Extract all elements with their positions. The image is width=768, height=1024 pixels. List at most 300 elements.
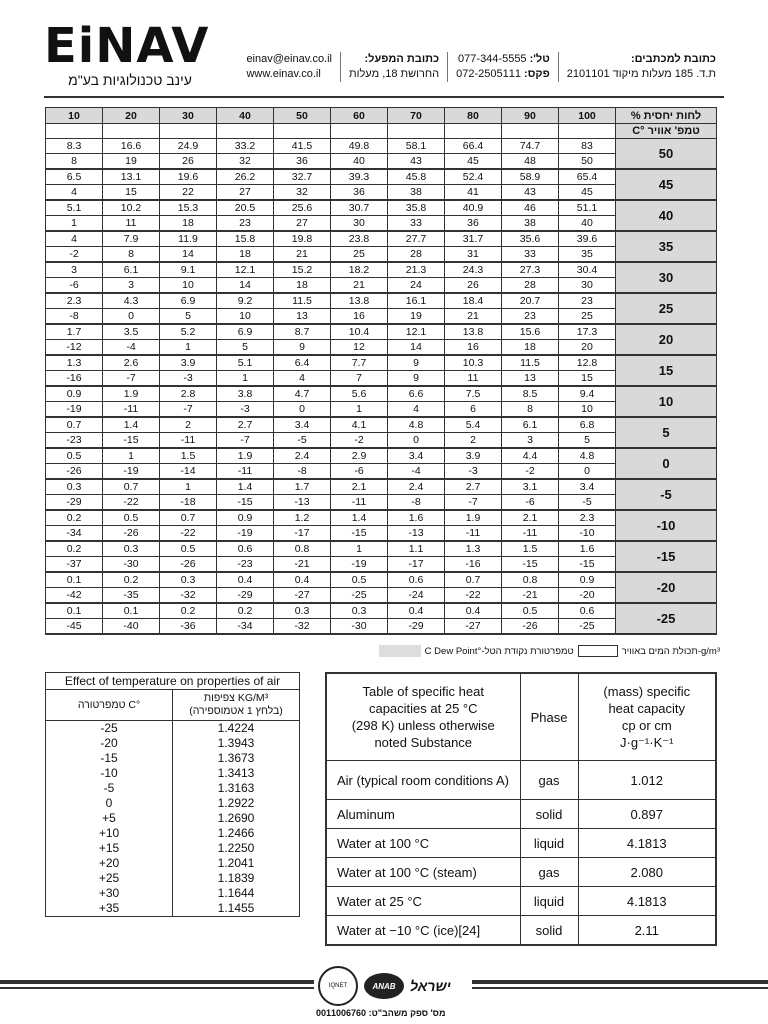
phone-number: 077-344-5555: [458, 53, 527, 65]
water-content-row: [46, 262, 717, 278]
dew-point-cell: 26: [160, 154, 217, 170]
dew-point-cell: 3: [103, 278, 160, 294]
dew-point-cell: -15: [331, 526, 388, 542]
dew-point-cell: 40: [331, 154, 388, 170]
website-link[interactable]: www.einav.co.il: [246, 68, 321, 80]
dew-point-cell: -40: [103, 619, 160, 635]
dew-point-cell: -22: [103, 495, 160, 511]
air-temp-cell: -10: [616, 510, 717, 541]
dew-point-cell: -20: [559, 588, 616, 604]
air-density-row: [46, 721, 300, 737]
heat-row: [326, 887, 716, 916]
dew-point-cell: -5: [559, 495, 616, 511]
water-content-row: [46, 572, 717, 588]
dew-point-cell: 4: [46, 185, 103, 201]
dew-point-cell: -36: [160, 619, 217, 635]
water-content-cell: 65.4: [559, 169, 616, 185]
water-content-cell: 1.9: [445, 510, 502, 526]
water-content-cell: 8.7: [274, 324, 331, 340]
dew-point-cell: 1: [46, 216, 103, 232]
dew-point-cell: 0: [274, 402, 331, 418]
fax-number: 072-2505111: [456, 68, 521, 80]
water-content-cell: 3.4: [274, 417, 331, 433]
rh-column-header: 50: [274, 108, 331, 124]
water-content-cell: 10.3: [445, 355, 502, 371]
dew-point-cell: 14: [160, 247, 217, 263]
water-content-cell: 1.1: [388, 541, 445, 557]
water-content-cell: 0.5: [46, 448, 103, 464]
fax-label: פקס:: [524, 68, 550, 80]
water-content-row: [46, 386, 717, 402]
dew-point-cell: 10: [559, 402, 616, 418]
dew-point-cell: 21: [331, 278, 388, 294]
water-content-cell: 2.4: [388, 479, 445, 495]
water-content-cell: 7.5: [445, 386, 502, 402]
dew-point-cell: 50: [559, 154, 616, 170]
dew-point-cell: 1: [160, 340, 217, 356]
rh-column-header: 80: [445, 108, 502, 124]
water-content-cell: 5.2: [160, 324, 217, 340]
dew-point-cell: 33: [388, 216, 445, 232]
water-content-cell: 0.2: [160, 603, 217, 619]
dew-point-cell: -42: [46, 588, 103, 604]
anab-logo: ANAB: [364, 973, 404, 999]
capacity-header-line4: J·g⁻¹·K⁻¹: [620, 735, 674, 750]
legend-dew-label: טמפרטורת נקודת הטל-°C Dew Point: [424, 645, 574, 657]
iqnet-seal-logo: IQNET: [318, 966, 358, 1006]
water-content-cell: 35.8: [388, 200, 445, 216]
air-temp-cell: -25: [616, 603, 717, 634]
dew-point-cell: -7: [445, 495, 502, 511]
empty-header-cell: [103, 124, 160, 139]
water-content-cell: 52.4: [445, 169, 502, 185]
dew-point-cell: 16: [445, 340, 502, 356]
water-content-cell: 0.3: [103, 541, 160, 557]
dew-point-cell: -11: [103, 402, 160, 418]
air-density-value: 1.3163: [173, 781, 300, 796]
air-density-row: [46, 826, 300, 841]
dew-point-cell: 38: [502, 216, 559, 232]
dew-point-cell: 27: [274, 216, 331, 232]
water-content-cell: 5.6: [331, 386, 388, 402]
dew-point-cell: -8: [46, 309, 103, 325]
water-content-cell: 2.6: [103, 355, 160, 371]
water-content-cell: 0.2: [46, 510, 103, 526]
water-content-cell: 16.1: [388, 293, 445, 309]
dew-point-cell: -11: [217, 464, 274, 480]
dew-point-cell: 35: [559, 247, 616, 263]
water-content-cell: 49.8: [331, 139, 388, 154]
water-content-cell: 5.1: [46, 200, 103, 216]
dew-point-cell: -22: [160, 526, 217, 542]
water-content-cell: 33.2: [217, 139, 274, 154]
supplier-number: 0011006760: [316, 1008, 367, 1018]
water-content-cell: 3.1: [502, 479, 559, 495]
dew-point-cell: 18: [217, 247, 274, 263]
water-content-cell: 0.2: [103, 572, 160, 588]
air-temp-cell: -20: [616, 572, 717, 603]
certification-logos: [314, 966, 472, 1006]
heat-title-line2: capacities at 25 °C: [368, 701, 478, 716]
water-content-cell: 1.4: [103, 417, 160, 433]
water-content-cell: 19.8: [274, 231, 331, 247]
dew-point-cell: 11: [445, 371, 502, 387]
dew-point-cell: -32: [160, 588, 217, 604]
israel-standard-logo: ישראל: [410, 978, 451, 994]
water-content-cell: 6.9: [217, 324, 274, 340]
water-content-cell: 0.4: [445, 603, 502, 619]
water-content-cell: 7.7: [331, 355, 388, 371]
capacity-cell: 0.897: [578, 800, 716, 829]
dew-point-cell: -19: [331, 557, 388, 573]
water-content-cell: 16.6: [103, 139, 160, 154]
empty-header-cell: [559, 124, 616, 139]
water-content-cell: 26.2: [217, 169, 274, 185]
water-content-cell: 0.5: [331, 572, 388, 588]
water-content-cell: 0.5: [103, 510, 160, 526]
air-density-value: 1.2041: [173, 856, 300, 871]
dew-point-cell: 31: [445, 247, 502, 263]
capacity-cell: 4.1813: [578, 829, 716, 858]
dew-point-cell: -19: [46, 402, 103, 418]
empty-header-cell: [160, 124, 217, 139]
air-density-value: 1.2466: [173, 826, 300, 841]
air-density-row: [46, 781, 300, 796]
dew-point-cell: 45: [559, 185, 616, 201]
water-content-cell: 1.4: [217, 479, 274, 495]
heat-row: [326, 916, 716, 946]
water-content-cell: 23: [559, 293, 616, 309]
air-temp-header: °C טמפרטורה: [46, 690, 173, 721]
dew-point-cell: 10: [217, 309, 274, 325]
dew-point-cell: -2: [331, 433, 388, 449]
dew-point-cell: -15: [103, 433, 160, 449]
empty-header-cell: [274, 124, 331, 139]
dew-point-cell: 8: [103, 247, 160, 263]
temp-header-row: [46, 124, 717, 139]
heat-title-line3: (298 K) unless otherwise: [351, 718, 495, 733]
dew-point-cell: -13: [388, 526, 445, 542]
air-density-value: 1.1455: [173, 901, 300, 917]
air-density-value: 1.2922: [173, 796, 300, 811]
water-content-cell: 2.3: [559, 510, 616, 526]
air-density-value: 1.3413: [173, 766, 300, 781]
water-content-cell: 9: [388, 355, 445, 371]
air-temp-value: +5: [46, 811, 173, 826]
water-content-cell: 0.7: [46, 417, 103, 433]
dew-point-cell: 13: [502, 371, 559, 387]
air-density-value: 1.1839: [173, 871, 300, 886]
dew-point-cell: 14: [388, 340, 445, 356]
water-content-cell: 46: [502, 200, 559, 216]
water-content-cell: 74.7: [502, 139, 559, 154]
dew-point-cell: 7: [331, 371, 388, 387]
water-content-cell: 12.1: [388, 324, 445, 340]
dew-point-cell: -19: [217, 526, 274, 542]
water-content-cell: 9.4: [559, 386, 616, 402]
water-content-cell: 66.4: [445, 139, 502, 154]
substance-cell: Aluminum: [326, 800, 520, 829]
water-content-cell: 0.1: [46, 603, 103, 619]
phase-cell: gas: [520, 858, 578, 887]
water-content-row: [46, 541, 717, 557]
water-content-cell: 6.6: [388, 386, 445, 402]
air-temp-cell: 30: [616, 262, 717, 293]
air-density-value: 1.2690: [173, 811, 300, 826]
water-content-cell: 9.2: [217, 293, 274, 309]
water-content-row: [46, 417, 717, 433]
water-content-cell: 5.4: [445, 417, 502, 433]
dew-point-cell: -11: [331, 495, 388, 511]
water-content-cell: 6.1: [502, 417, 559, 433]
dew-point-cell: 18: [160, 216, 217, 232]
water-content-cell: 12.1: [217, 262, 274, 278]
substance-cell: Water at −10 °C (ice)[24]: [326, 916, 520, 946]
dew-point-cell: 43: [388, 154, 445, 170]
heat-row: [326, 761, 716, 800]
dew-point-cell: 18: [502, 340, 559, 356]
dew-point-cell: -32: [274, 619, 331, 635]
dew-point-cell: -26: [502, 619, 559, 635]
rh-column-header: 20: [103, 108, 160, 124]
dew-point-cell: -11: [160, 433, 217, 449]
capacity-cell: 2.11: [578, 916, 716, 946]
dew-point-cell: -26: [103, 526, 160, 542]
dew-point-cell: 0: [559, 464, 616, 480]
dew-point-cell: -14: [160, 464, 217, 480]
air-temp-value: -10: [46, 766, 173, 781]
water-content-cell: 2.9: [331, 448, 388, 464]
empty-header-cell: [445, 124, 502, 139]
water-content-cell: 11.5: [502, 355, 559, 371]
dew-point-cell: -2: [502, 464, 559, 480]
dew-point-cell: -27: [445, 619, 502, 635]
dew-point-cell: -25: [559, 619, 616, 635]
dew-point-cell: -15: [559, 557, 616, 573]
dew-point-cell: -6: [502, 495, 559, 511]
rh-column-header: 40: [217, 108, 274, 124]
air-temp-value: 0: [46, 796, 173, 811]
air-temp-value: -15: [46, 751, 173, 766]
water-content-cell: 1.5: [160, 448, 217, 464]
air-temp-cell: 0: [616, 448, 717, 479]
air-temp-cell: 25: [616, 293, 717, 324]
water-content-cell: 8.5: [502, 386, 559, 402]
capacity-cell: 4.1813: [578, 887, 716, 916]
water-content-cell: 0.3: [274, 603, 331, 619]
dew-point-cell: 32: [217, 154, 274, 170]
water-content-cell: 13.8: [445, 324, 502, 340]
heat-table-title: [326, 673, 520, 761]
air-temp-value: -5: [46, 781, 173, 796]
water-content-cell: 1.6: [559, 541, 616, 557]
dew-point-cell: 10: [160, 278, 217, 294]
dew-point-cell: -7: [160, 402, 217, 418]
water-content-row: [46, 200, 717, 216]
dew-point-cell: 19: [388, 309, 445, 325]
dew-point-cell: 23: [217, 216, 274, 232]
dew-point-cell: 0: [388, 433, 445, 449]
water-content-cell: 6.8: [559, 417, 616, 433]
phase-cell: solid: [520, 916, 578, 946]
air-temp-value: -25: [46, 721, 173, 737]
dew-point-cell: -16: [445, 557, 502, 573]
rh-column-header: 60: [331, 108, 388, 124]
phone-label: טל':: [529, 53, 550, 65]
air-density-value: 1.3943: [173, 736, 300, 751]
dew-point-cell: 33: [502, 247, 559, 263]
dew-point-cell: -34: [217, 619, 274, 635]
dew-point-cell: 21: [445, 309, 502, 325]
water-content-cell: 4.8: [559, 448, 616, 464]
water-content-cell: 17.3: [559, 324, 616, 340]
water-content-cell: 0.6: [388, 572, 445, 588]
dew-point-cell: -22: [445, 588, 502, 604]
dew-point-cell: 15: [103, 185, 160, 201]
water-content-cell: 2.3: [46, 293, 103, 309]
water-content-cell: 31.7: [445, 231, 502, 247]
dew-point-cell: 22: [160, 185, 217, 201]
dew-point-cell: 5: [217, 340, 274, 356]
dew-point-cell: 4: [388, 402, 445, 418]
water-content-row: [46, 293, 717, 309]
water-content-cell: 0.2: [217, 603, 274, 619]
contact-block: [238, 52, 724, 82]
water-content-row: [46, 231, 717, 247]
dew-point-cell: -30: [331, 619, 388, 635]
company-logo: [44, 18, 216, 88]
water-content-cell: 1.3: [46, 355, 103, 371]
water-content-cell: 0.2: [46, 541, 103, 557]
substance-cell: Water at 25 °C: [326, 887, 520, 916]
web-column: [238, 52, 340, 82]
water-content-cell: 12.8: [559, 355, 616, 371]
factory-column: [340, 52, 447, 82]
water-content-cell: 0.1: [103, 603, 160, 619]
dew-point-cell: -18: [160, 495, 217, 511]
air-temp-cell: -15: [616, 541, 717, 572]
heat-title-line4: noted Substance: [374, 735, 473, 750]
dew-point-cell: -4: [388, 464, 445, 480]
dew-point-cell: -24: [388, 588, 445, 604]
dew-point-cell: 13: [274, 309, 331, 325]
water-content-cell: 3: [46, 262, 103, 278]
air-density-row: [46, 841, 300, 856]
dew-point-cell: -3: [160, 371, 217, 387]
dew-point-cell: 1: [331, 402, 388, 418]
water-content-cell: 13.1: [103, 169, 160, 185]
dew-point-cell: -3: [445, 464, 502, 480]
dew-point-cell: -26: [160, 557, 217, 573]
water-content-cell: 27.3: [502, 262, 559, 278]
air-temp-cell: 10: [616, 386, 717, 417]
brand-name: EiNAV: [44, 18, 210, 74]
dew-point-cell: -30: [103, 557, 160, 573]
rh-label: לחות יחסית %: [616, 108, 717, 124]
water-content-cell: 18.2: [331, 262, 388, 278]
supplier-number-line: [316, 1008, 445, 1018]
dew-point-cell: -17: [274, 526, 331, 542]
water-content-cell: 39.3: [331, 169, 388, 185]
dew-point-cell: 26: [445, 278, 502, 294]
water-content-cell: 10.2: [103, 200, 160, 216]
water-content-cell: 3.8: [217, 386, 274, 402]
water-content-cell: 15.8: [217, 231, 274, 247]
water-content-cell: 2.4: [274, 448, 331, 464]
water-content-cell: 24.9: [160, 139, 217, 154]
dew-point-cell: -4: [103, 340, 160, 356]
dew-point-cell: 27: [217, 185, 274, 201]
air-temp-value: +30: [46, 886, 173, 901]
dew-point-cell: 0: [103, 309, 160, 325]
water-content-cell: 1.7: [274, 479, 331, 495]
air-density-row: [46, 736, 300, 751]
dew-point-cell: -7: [217, 433, 274, 449]
air-density-value: 1.4224: [173, 721, 300, 737]
water-content-cell: 1.5: [502, 541, 559, 557]
water-content-cell: 41.5: [274, 139, 331, 154]
air-density-value: 1.1644: [173, 886, 300, 901]
email-link[interactable]: einav@einav.co.il: [246, 53, 332, 65]
water-content-cell: 58.1: [388, 139, 445, 154]
water-content-cell: 30.4: [559, 262, 616, 278]
water-content-cell: 15.6: [502, 324, 559, 340]
dew-point-cell: -23: [217, 557, 274, 573]
water-content-row: [46, 448, 717, 464]
water-content-cell: 20.5: [217, 200, 274, 216]
water-content-cell: 3.5: [103, 324, 160, 340]
dew-point-cell: -2: [46, 247, 103, 263]
water-content-cell: 10.4: [331, 324, 388, 340]
empty-header-cell: [217, 124, 274, 139]
mail-address: ת.ד. 185 מעלות מיקוד 2101101: [566, 68, 716, 80]
water-content-cell: 3.4: [388, 448, 445, 464]
water-content-cell: 7.9: [103, 231, 160, 247]
water-content-cell: 4.3: [103, 293, 160, 309]
dew-point-cell: 1: [217, 371, 274, 387]
dew-point-cell: -15: [217, 495, 274, 511]
dew-point-cell: -6: [46, 278, 103, 294]
legend-dew-swatch: [379, 645, 421, 657]
water-content-cell: 39.6: [559, 231, 616, 247]
dew-point-cell: -34: [46, 526, 103, 542]
water-content-cell: 6.1: [103, 262, 160, 278]
dew-point-cell: 32: [274, 185, 331, 201]
dew-point-cell: -21: [502, 588, 559, 604]
water-content-cell: 24.3: [445, 262, 502, 278]
dew-point-cell: 30: [331, 216, 388, 232]
phase-cell: liquid: [520, 887, 578, 916]
water-content-cell: 58.9: [502, 169, 559, 185]
dew-point-cell: 12: [331, 340, 388, 356]
air-density-row: [46, 901, 300, 917]
water-content-cell: 0.5: [160, 541, 217, 557]
dew-point-cell: -19: [103, 464, 160, 480]
water-content-cell: 19.6: [160, 169, 217, 185]
water-content-cell: 30.7: [331, 200, 388, 216]
dew-point-cell: -29: [217, 588, 274, 604]
heat-row: [326, 829, 716, 858]
water-content-cell: 0.7: [445, 572, 502, 588]
dew-point-cell: 40: [559, 216, 616, 232]
phase-header: Phase: [520, 673, 578, 761]
water-content-cell: 0.9: [46, 386, 103, 402]
dew-point-cell: 48: [502, 154, 559, 170]
water-content-cell: 4.1: [331, 417, 388, 433]
dew-point-cell: 25: [559, 309, 616, 325]
water-content-cell: 15.2: [274, 262, 331, 278]
water-content-cell: 4.7: [274, 386, 331, 402]
